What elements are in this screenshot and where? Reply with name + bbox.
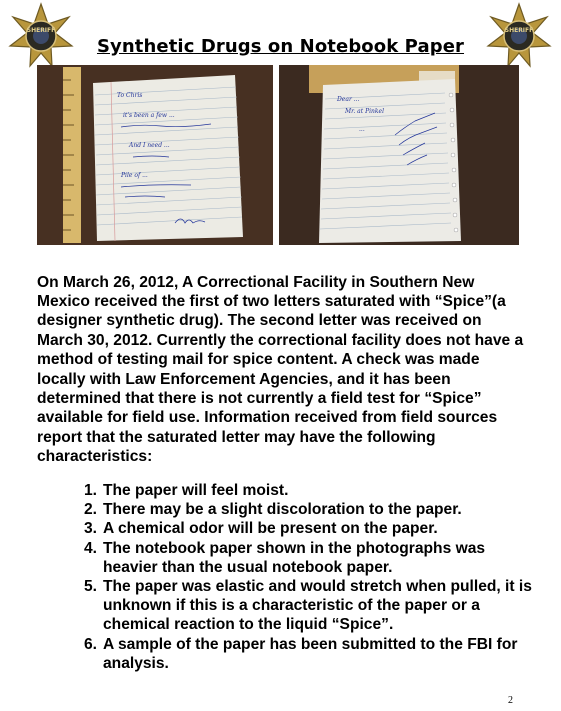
characteristics-list	[84, 481, 534, 673]
list-item: 4. The notebook paper shown in the photographs was heavier than the usual notebook paper.	[84, 539, 486, 576]
svg-text:Dear ...: Dear ...	[337, 96, 360, 103]
incident-description-paragraph: On March 26, 2012, A Correctional Facility in Southern New Mexico received the first of two letters saturated with “Spice”(a designer synthetic drug). The second letter was received on March 30, 2012. Currently the correctional facility does not have a method of testing mail for spice content. A check was made locally with Law Enforcement Agencies, and it has been determined that there is not currently a field test for “Spice” available for field use. Information received from field sources report that the saturated letter may have the following characteristics:	[37, 273, 524, 466]
list-item: 3. A chemical odor will be present on the paper.	[84, 520, 438, 538]
list-item: 6. A sample of the paper has been submitted to the FBI for analysis.	[84, 635, 518, 672]
svg-text:Mr. at Pinkel: Mr. at Pinkel	[345, 108, 384, 115]
photo-letter-with-ruler	[37, 65, 273, 245]
svg-text:Pile of ...: Pile of ...	[121, 172, 148, 179]
svg-text:To Chris: To Chris	[117, 92, 143, 99]
sheriff-badge-logo-right	[480, 2, 558, 68]
svg-text:...: ...	[359, 126, 365, 133]
list-item: 5. The paper was elastic and would stretch when pulled, it is unknown if this is a characteristic of the paper or a chemical reaction to the liquid “Spice”.	[84, 578, 532, 634]
page-number: 2	[508, 695, 513, 706]
page-title: Synthetic Drugs on Notebook Paper	[96, 36, 465, 58]
sheriff-badge-logo-left	[2, 2, 80, 68]
list-item: 2. There may be a slight discoloration to the paper.	[84, 501, 462, 519]
svg-text:it's been a few ...: it's been a few ...	[123, 112, 175, 119]
svg-text:SHERIFF: SHERIFF	[26, 27, 56, 34]
photo-letter-with-envelope	[279, 65, 519, 245]
svg-text:And I need ...: And I need ...	[129, 142, 170, 149]
svg-text:SHERIFF: SHERIFF	[504, 27, 534, 34]
list-item: 1. The paper will feel moist.	[84, 482, 289, 499]
